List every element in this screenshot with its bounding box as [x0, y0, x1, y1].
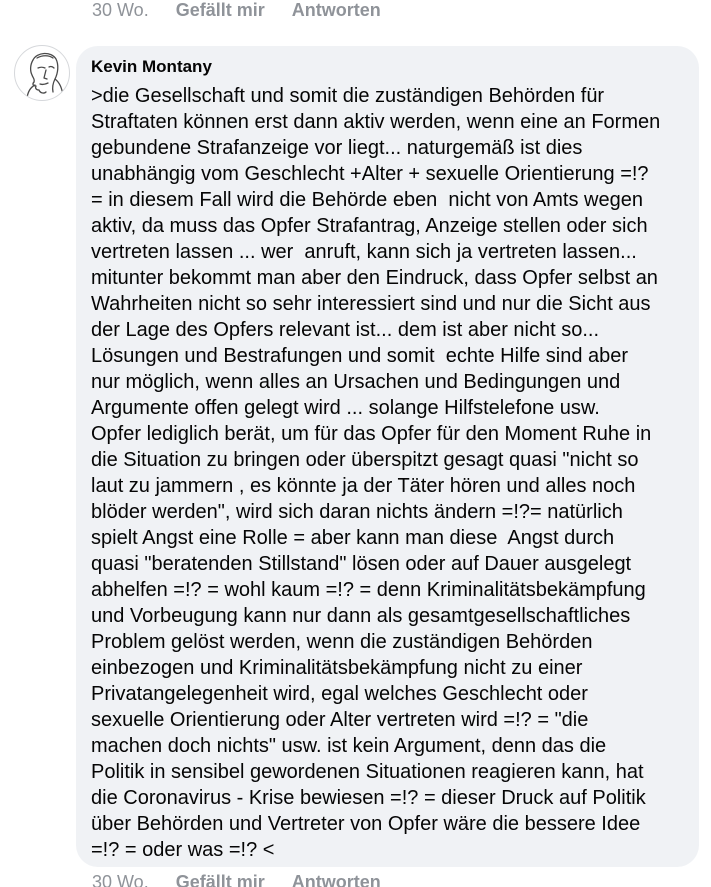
- previous-comment-actions: [92, 0, 381, 21]
- avatar[interactable]: [14, 45, 70, 101]
- comment-author[interactable]: Kevin Montany: [91, 57, 212, 76]
- timestamp[interactable]: 30 Wo.: [92, 0, 149, 20]
- comment-bubble: [76, 46, 699, 867]
- comment-text: >die Gesellschaft und somit die zuständigen Behörden für Straftaten können erst dann aktiv werden, wenn eine an Formen gebundene Strafanzeige vor liegt... naturgemäß ist dies unabhängig vom Geschlecht +Alter + sexuelle Orientierung =!? = in diesem Fall wird die Behörde eben nicht von Amts wegen aktiv, da muss das Opfer Strafantrag, Anzeige stellen oder sich vertreten lassen ... wer anruft, kann sich ja vertreten lassen... mitunter bekommt man aber den Eindruck, dass Opfer selbst an Wahrheiten nicht so sehr interessiert sind und nur die Sicht aus der Lage des Opfers relevant ist... dem ist aber nicht so... Lösungen und Bestrafungen und somit echte Hilfe sind aber nur möglich, wenn alles an Ursachen und Bedingungen und Argumente offen gelegt wird ... solange Hilfstelefone usw. Opfer lediglich berät, um für das Opfer für den Moment Ruhe in die Situation zu bringen oder überspitzt gesagt quasi "nicht so laut zu jammern , es könnte ja der Täter hören und alles noch blöder werden", wird sich daran nichts ändern =!?= natürlich spielt Angst eine Rolle = aber kann man diese Angst durch quasi "beratenden Stillstand" lösen oder auf Dauer ausgelegt abhelfen =!? = wohl kaum =!? = denn Kriminalitätsbekämpfung und Vorbeugung kann nur dann als gesamtgesellschaftliches Problem gelöst werden, wenn die zuständigen Behörden einbezogen und Kriminalitätsbekämpfung nicht zu einer Privatangelegenheit wird, egal welches Geschlecht oder sexuelle Orientierung oder Alter vertreten wird =!? = "die machen doch nichts" usw. ist kein Argument, denn das die Politik in sensibel gewordenen Situationen reagieren kann, hat die Coronavirus - Krise bewiesen =!? = dieser Druck auf Politik über Behörden und Vertreter von Opfer wäre die bessere Idee =!? = oder was =!? <: [91, 85, 661, 861]
- comment-actions: [92, 872, 381, 887]
- sketched-face-avatar-icon: [15, 46, 70, 101]
- reply-button[interactable]: Antworten: [291, 872, 381, 887]
- like-button[interactable]: Gefällt mir: [175, 0, 265, 20]
- timestamp[interactable]: 30 Wo.: [92, 872, 149, 887]
- like-button[interactable]: Gefällt mir: [175, 872, 265, 887]
- reply-button[interactable]: Antworten: [291, 0, 381, 20]
